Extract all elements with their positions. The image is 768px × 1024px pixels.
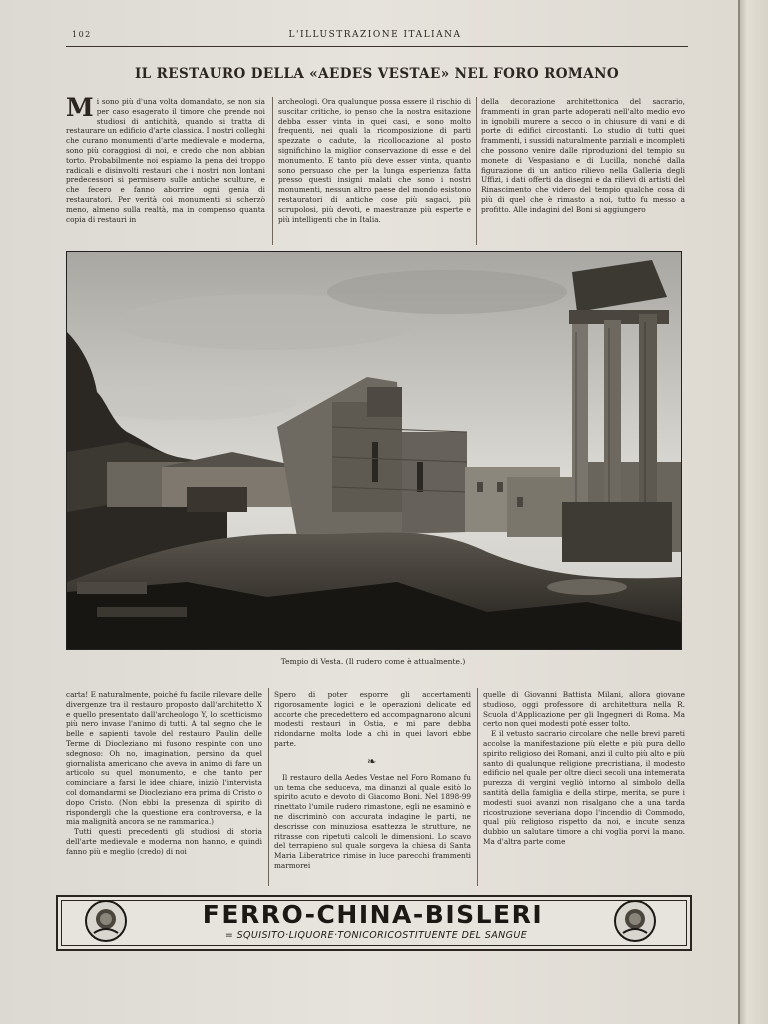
photo-caption: Tempio di Vesta. (Il rudero come è attualmente.) [280,657,466,666]
lion-emblem-icon [84,899,128,943]
column-divider [476,97,477,245]
header-rule [66,46,688,47]
article-title: IL RESTAURO DELLA «AEDES VESTAE» NEL FORO ROMANO [134,66,620,82]
bottom-column-3 [483,690,685,886]
paragraph: quelle di Giovanni Battista Milani, allora giovane studioso, oggi professore di architettura nella R. Scuola d'Applicazione per gli Ingegneri di Roma. Ma certo non quei modesti potè esser tolto. [483,690,685,729]
bottom-column-2 [274,690,471,886]
journal-title: L'ILLUSTRAZIONE ITALIANA [288,30,462,40]
adjacent-page-edge [738,0,768,1024]
top-column-2 [278,97,471,247]
paragraph: della decorazione architettonica del sacrario, frammenti in gran parte adoperati nell'alto medio evo in ignobili murere a secco o in chiusure di vani e di porte di edifici circostanti. Lo studio di tutti quei frammenti, i sussidi naturalmente parziali e incompleti che possono venire dalle riproduzioni del tempio su monete di Vespasiano e di Lucilla, nonché dalla figurazione di un antico rilievo nella Galleria degli Uffizi, i dati offerti da disegni e da rilievi di artisti del Rinascimento che videro del tempio qualche cosa di più di quel che è rimasto a noi, tutto fu messo a profitto. Alle indagini del Boni si aggiungero [481,97,685,214]
paragraph: Il restauro della Aedes Vestae nel Foro Romano fu un tema che seduceva, ma dinanzi al quale esitò lo spirito acuto e devoto di Giacomo Boni. Nel 1898-99 rinettato l'umile rudero rimastone, egli ne esaminò e ne discriminò con accurata indagine le parti, ne descrisse con minuziosa esattezza le strutture, ne ritrasse con ripetuti calcoli le dimensioni. Lo scavo del terrapieno sul quale sorgeva la chiesa di Santa Maria Liberatrice rimise in luce parecchi frammenti marmorei [274,772,471,870]
section-ornament: ❧ [367,755,377,768]
paragraph: Spero di poter esporre gli accertamenti rigorosamente logici e le operazioni delicate ed accorte che precedettero ed accompagnarono alcuni modesti restauri in Ostia, e mi pare debba ridondarne molta lode a chi in quei lavori ebbe parte. [274,690,471,748]
column-divider [268,688,269,886]
paragraph: i sono più d'una volta domandato, se non sia per caso esagerato il timore che prende noi studiosi di antichità, quando si tratta di restaurare un edificio d'arte classica. I nostri colleghi che curano monumenti d'arte medievale e moderna, sono più coraggiosi di noi, e credo che non abbian torto. Probabilmente noi espiamo la pena dei troppo radicali e disinvolti restauri che i nostri non lontani predecessori si permisero sulle antiche sculture, e che fecero e fanno aborrire ogni genia di restauratori. Per verità coi monumenti si scherzò meno, almeno sulla realtà, ma in compenso quanta copia di restauri in [66,97,265,224]
column-divider [477,688,478,886]
ad-tagline: = SQUISITO·LIQUORE·TONICORICOSTITUENTE DEL SANGUE [224,930,528,941]
top-column-1 [66,97,265,247]
ferro-china-bisleri-advertisement [56,895,692,951]
page-gutter [738,0,740,1024]
paragraph: carta! E naturalmente, poiché fu facile rilevare delle divergenze tra il restauro proposto dall'architetto X e quello presentato dall'archeologo Y, lo scetticismo più nero invase l'animo di tutti. A tal segno che le belle e sapienti tavole del restauro Paulin delle Terme di Diocleziano mi fusono respinte con uno sdegnoso: Oh no, imagination, persino da quel giornalista americano che aveva in animo di fare un articolo su quel monumento, e che tanto per cominciare a farsi le idee chiare, iniziò l'intervista col domandarmi se Diocleziano era prima di Cristo o dopo Cristo. (Non ebbi la presenza di spirito di rispondergli che la questione era controversa, e la mia malignità ancora se ne rammarica.) [66,690,262,827]
paragraph: Tutti questi precedenti gli studiosi di storia dell'arte medievale e moderna non hanno, e quindi fanno più e meglio (credo) di noi [66,827,262,856]
bottom-column-1 [66,690,262,886]
temple-illustration [67,252,681,649]
temple-of-vesta-photo [66,251,682,650]
lion-emblem-icon [613,899,657,943]
column-divider [272,97,273,245]
top-column-3 [481,97,685,247]
page-number: 102 [72,30,92,39]
ad-brand-name: FERRO-CHINA-BISLERI [202,900,544,929]
drop-cap: M [66,97,94,122]
running-head [60,30,690,44]
paragraph: E il vetusto sacrario circolare che nelle brevi pareti accolse la manifestazione più elette e più pura dello spirito religioso dei Romani, anzi il culto più alto e più santo di qualunque religione precristiana, il modesto edificio nel quale per oltre dieci secoli una intemerata purezza di vergini vegliò intorno al simbolo della santità della famiglia e della stirpe, merita, se pure i modesti suoi avanzi non risalgano che a una tarda ricostruzione severiana dopo l'incendio di Commodo, qual più religioso rispetto da noi, e incute senza dubbio un salutare timore a chi voglia porvi la mano. Ma d'altra parte come [483,729,685,846]
paragraph: archeologi. Ora qualunque possa essere il rischio di suscitar critiche, io penso che la nostra esitazione debba esser vinta in quei casi, e sono molto frequenti, nei quali la ricomposizione di parti spezzate o cadute, la ricollocazione al posto significhino la miglior conservazione di esse e del monumento. E tanto più deve esser vinta, quanto sono persuaso che per la lunga esperienza fatta presso questi insigni malati che sono i nostri monumenti, nessun altro paese del mondo esistono restauratori di antiche cose più sagaci, più scrupolosi, più devoti, e maestranze più esperte e più intelligenti che in Italia. [278,97,471,224]
